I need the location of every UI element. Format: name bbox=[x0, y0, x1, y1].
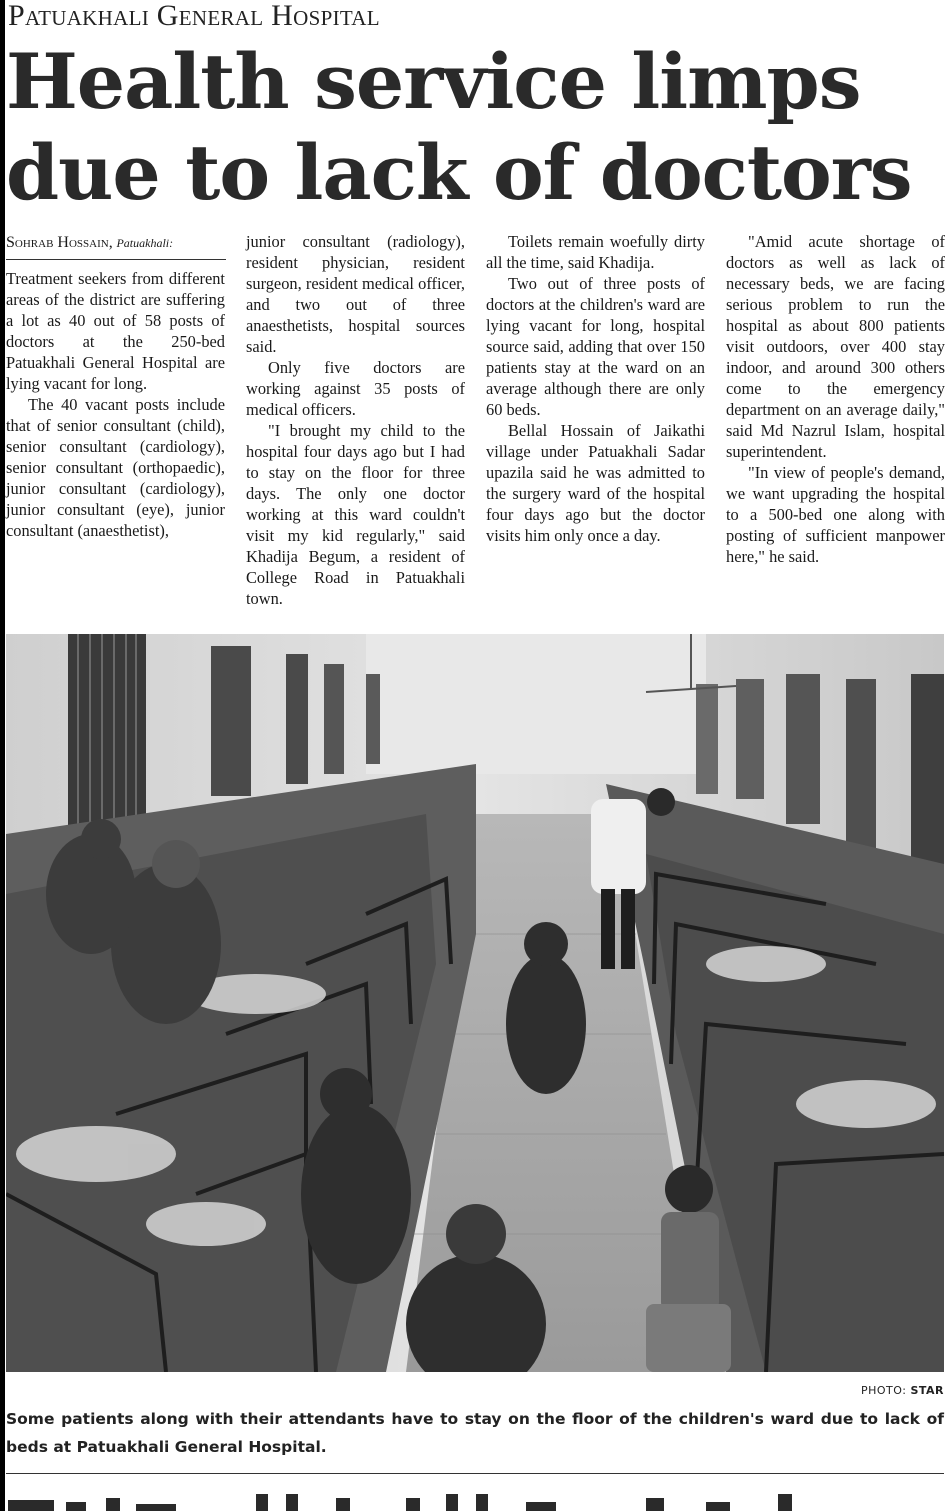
article-column-1 bbox=[6, 268, 225, 541]
paragraph: junior consultant (radiology), resident physician, resident surgeon, resident medical officer, and two out of three anaesthetists, hospital sources said. bbox=[246, 232, 465, 356]
paragraph: "Amid acute shortage of doctors as well as lack of necessary beds, we are facing serious problem to run the hospital as about 800 patients visit outdoors, over 400 stay indoor, and around 300 others come to the emergency department on an average daily," said Md Nazrul Islam, hospital superintendent. bbox=[726, 232, 945, 461]
paragraph: Treatment seekers from different areas of the district are suffering a lot as 40 out of 58 posts of doctors at the 250-bed Patuakhali General Hospital are lying vacant for long. bbox=[6, 269, 225, 393]
paragraph: Two out of three posts of doctors at the children's ward are lying vacant for long, hospital source said, adding that over 150 patients stay at the ward on an average although there are only 60 beds. bbox=[486, 274, 705, 419]
byline-author: Sohrab Hossain, bbox=[6, 234, 113, 251]
photo-caption: Some patients along with their attendants have to stay on the floor of the children's ward due to lack of beds at Patuakhali General Hospital. bbox=[6, 1410, 944, 1456]
article-column-4 bbox=[726, 231, 945, 567]
paragraph: Bellal Hossain of Jaikathi village under Patuakhali Sadar upazila said he was admitted to the surgery ward of the hospital four days ago but the doctor visits him only once a day. bbox=[486, 421, 705, 545]
photo-credit bbox=[861, 1384, 944, 1398]
photo-credit-label: PHOTO: bbox=[860, 1384, 907, 1397]
article-kicker: Patuakhali General Hospital bbox=[8, 0, 380, 32]
article-headline: Health service limps due to lack of doctors bbox=[6, 37, 912, 217]
article-column-2 bbox=[246, 231, 465, 609]
hospital-ward-photo bbox=[6, 634, 944, 1372]
article-column-3 bbox=[486, 231, 705, 546]
article-byline bbox=[6, 233, 226, 260]
paragraph: "In view of people's demand, we want upgrading the hospital to a 500-bed one along with posting of sufficient manpower here," he said. bbox=[726, 463, 945, 566]
paragraph: Toilets remain woefully dirty all the time, said Khadija. bbox=[486, 232, 705, 272]
section-divider bbox=[6, 1473, 944, 1474]
paragraph: Only five doctors are working against 35 posts of medical officers. bbox=[246, 358, 465, 419]
byline-place: Patuakhali: bbox=[116, 236, 174, 250]
paragraph: "I brought my child to the hospital four days ago but I had to stay on the floor for three days. The only one doctor working at this ward couldn't visit my kid regularly," said Khadija Begum, a resident of College Road in Patuakhali town. bbox=[246, 421, 465, 608]
photo-credit-name: STAR bbox=[910, 1384, 944, 1397]
paragraph: The 40 vacant posts include that of senior consultant (child), senior consultant (cardiology), senior consultant (orthopaedic), junior consultant (cardiology), junior consultant (eye), junior consultant (anaesthetist), bbox=[6, 395, 225, 540]
next-article-headline-fragment bbox=[6, 1488, 944, 1511]
page-left-border bbox=[0, 0, 5, 1511]
